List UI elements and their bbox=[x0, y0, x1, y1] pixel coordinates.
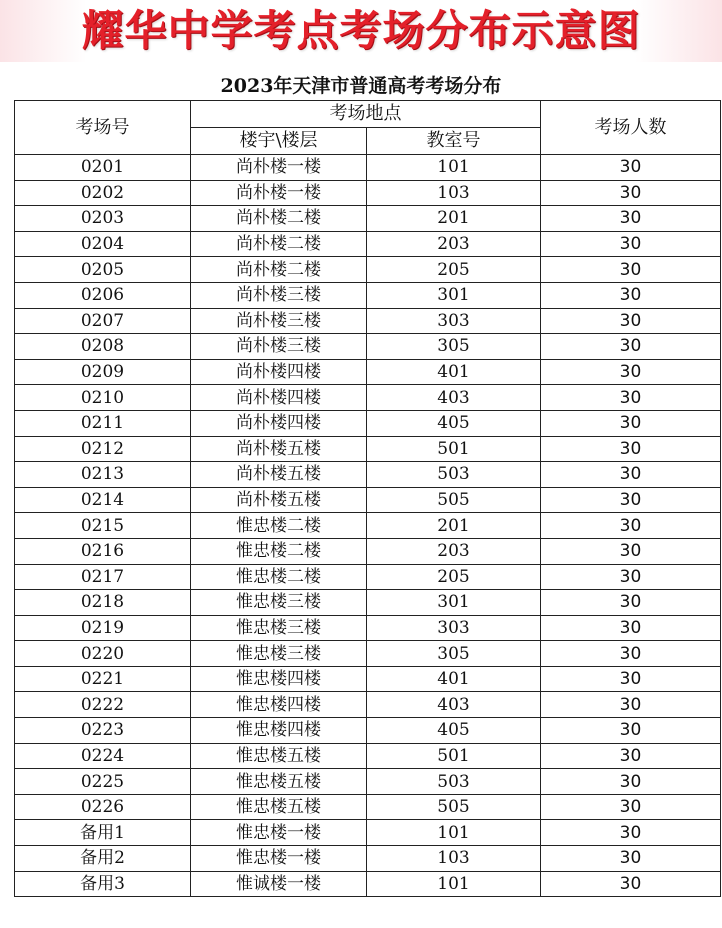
cell-exam-room-no: 0219 bbox=[15, 615, 191, 641]
cell-classroom-no: 303 bbox=[367, 615, 541, 641]
cell-count: 30 bbox=[541, 436, 721, 462]
cell-count: 30 bbox=[541, 692, 721, 718]
cell-classroom-no: 403 bbox=[367, 385, 541, 411]
cell-classroom-no: 303 bbox=[367, 308, 541, 334]
cell-exam-room-no: 0218 bbox=[15, 590, 191, 616]
table-row bbox=[15, 820, 721, 846]
cell-building-floor: 尚朴楼三楼 bbox=[191, 282, 367, 308]
table-row bbox=[15, 615, 721, 641]
cell-count: 30 bbox=[541, 846, 721, 872]
cell-count: 30 bbox=[541, 538, 721, 564]
cell-exam-room-no: 0208 bbox=[15, 334, 191, 360]
cell-count: 30 bbox=[541, 282, 721, 308]
header-count: 考场人数 bbox=[541, 101, 721, 155]
cell-exam-room-no: 0216 bbox=[15, 538, 191, 564]
cell-count: 30 bbox=[541, 794, 721, 820]
page-title: 耀华中学考点考场分布示意图 bbox=[81, 6, 641, 55]
cell-count: 30 bbox=[541, 206, 721, 232]
cell-building-floor: 尚朴楼一楼 bbox=[191, 180, 367, 206]
cell-exam-room-no: 0220 bbox=[15, 641, 191, 667]
table-row bbox=[15, 513, 721, 539]
cell-classroom-no: 405 bbox=[367, 718, 541, 744]
cell-classroom-no: 501 bbox=[367, 743, 541, 769]
cell-classroom-no: 101 bbox=[367, 820, 541, 846]
cell-count: 30 bbox=[541, 769, 721, 795]
table-row bbox=[15, 641, 721, 667]
cell-exam-room-no: 0226 bbox=[15, 794, 191, 820]
cell-classroom-no: 301 bbox=[367, 282, 541, 308]
table-row bbox=[15, 206, 721, 232]
cell-building-floor: 尚朴楼四楼 bbox=[191, 385, 367, 411]
cell-count: 30 bbox=[541, 513, 721, 539]
cell-exam-room-no: 0217 bbox=[15, 564, 191, 590]
cell-count: 30 bbox=[541, 231, 721, 257]
table-row bbox=[15, 666, 721, 692]
table-row bbox=[15, 462, 721, 488]
cell-classroom-no: 103 bbox=[367, 180, 541, 206]
cell-classroom-no: 205 bbox=[367, 257, 541, 283]
table-row bbox=[15, 359, 721, 385]
cell-count: 30 bbox=[541, 385, 721, 411]
cell-exam-room-no: 0209 bbox=[15, 359, 191, 385]
cell-count: 30 bbox=[541, 410, 721, 436]
cell-exam-room-no: 0211 bbox=[15, 410, 191, 436]
table-row bbox=[15, 794, 721, 820]
cell-exam-room-no: 0207 bbox=[15, 308, 191, 334]
cell-exam-room-no: 0201 bbox=[15, 155, 191, 181]
cell-building-floor: 尚朴楼五楼 bbox=[191, 462, 367, 488]
table-body bbox=[15, 155, 721, 897]
cell-classroom-no: 101 bbox=[367, 871, 541, 897]
cell-count: 30 bbox=[541, 155, 721, 181]
cell-exam-room-no: 0225 bbox=[15, 769, 191, 795]
table-row bbox=[15, 257, 721, 283]
cell-exam-room-no: 0213 bbox=[15, 462, 191, 488]
cell-building-floor: 惟忠楼五楼 bbox=[191, 743, 367, 769]
table-row bbox=[15, 282, 721, 308]
table-row bbox=[15, 410, 721, 436]
cell-count: 30 bbox=[541, 615, 721, 641]
cell-count: 30 bbox=[541, 334, 721, 360]
cell-classroom-no: 301 bbox=[367, 590, 541, 616]
cell-count: 30 bbox=[541, 820, 721, 846]
cell-building-floor: 惟忠楼二楼 bbox=[191, 513, 367, 539]
table-row bbox=[15, 538, 721, 564]
cell-exam-room-no: 备用1 bbox=[15, 820, 191, 846]
table-row bbox=[15, 871, 721, 897]
cell-classroom-no: 401 bbox=[367, 666, 541, 692]
cell-building-floor: 尚朴楼二楼 bbox=[191, 231, 367, 257]
cell-building-floor: 惟诚楼一楼 bbox=[191, 871, 367, 897]
table-row bbox=[15, 718, 721, 744]
cell-classroom-no: 305 bbox=[367, 334, 541, 360]
cell-building-floor: 尚朴楼四楼 bbox=[191, 359, 367, 385]
table-row bbox=[15, 308, 721, 334]
table-row bbox=[15, 769, 721, 795]
cell-building-floor: 惟忠楼一楼 bbox=[191, 820, 367, 846]
cell-building-floor: 惟忠楼二楼 bbox=[191, 564, 367, 590]
cell-building-floor: 尚朴楼三楼 bbox=[191, 334, 367, 360]
cell-building-floor: 尚朴楼二楼 bbox=[191, 206, 367, 232]
table-subtitle: 2023年天津市普通高考考场分布 bbox=[220, 75, 502, 97]
cell-classroom-no: 103 bbox=[367, 846, 541, 872]
cell-building-floor: 惟忠楼一楼 bbox=[191, 846, 367, 872]
cell-count: 30 bbox=[541, 743, 721, 769]
cell-classroom-no: 201 bbox=[367, 206, 541, 232]
cell-count: 30 bbox=[541, 718, 721, 744]
cell-building-floor: 尚朴楼五楼 bbox=[191, 436, 367, 462]
cell-classroom-no: 205 bbox=[367, 564, 541, 590]
table-row bbox=[15, 155, 721, 181]
cell-exam-room-no: 0202 bbox=[15, 180, 191, 206]
cell-count: 30 bbox=[541, 641, 721, 667]
cell-building-floor: 惟忠楼四楼 bbox=[191, 692, 367, 718]
cell-count: 30 bbox=[541, 564, 721, 590]
table-row bbox=[15, 692, 721, 718]
cell-count: 30 bbox=[541, 180, 721, 206]
cell-building-floor: 惟忠楼三楼 bbox=[191, 615, 367, 641]
cell-classroom-no: 505 bbox=[367, 487, 541, 513]
cell-count: 30 bbox=[541, 359, 721, 385]
cell-building-floor: 惟忠楼四楼 bbox=[191, 666, 367, 692]
cell-exam-room-no: 0221 bbox=[15, 666, 191, 692]
cell-building-floor: 惟忠楼三楼 bbox=[191, 590, 367, 616]
table-row bbox=[15, 436, 721, 462]
cell-building-floor: 惟忠楼五楼 bbox=[191, 794, 367, 820]
cell-building-floor: 尚朴楼四楼 bbox=[191, 410, 367, 436]
cell-classroom-no: 305 bbox=[367, 641, 541, 667]
cell-classroom-no: 101 bbox=[367, 155, 541, 181]
cell-classroom-no: 401 bbox=[367, 359, 541, 385]
cell-building-floor: 惟忠楼二楼 bbox=[191, 538, 367, 564]
cell-count: 30 bbox=[541, 487, 721, 513]
cell-count: 30 bbox=[541, 308, 721, 334]
cell-exam-room-no: 0224 bbox=[15, 743, 191, 769]
cell-classroom-no: 405 bbox=[367, 410, 541, 436]
cell-exam-room-no: 0210 bbox=[15, 385, 191, 411]
cell-classroom-no: 203 bbox=[367, 231, 541, 257]
cell-classroom-no: 203 bbox=[367, 538, 541, 564]
table-row bbox=[15, 846, 721, 872]
cell-classroom-no: 501 bbox=[367, 436, 541, 462]
exam-room-table bbox=[14, 100, 721, 897]
table-row bbox=[15, 334, 721, 360]
cell-building-floor: 惟忠楼四楼 bbox=[191, 718, 367, 744]
cell-building-floor: 尚朴楼二楼 bbox=[191, 257, 367, 283]
table-row bbox=[15, 743, 721, 769]
cell-building-floor: 尚朴楼五楼 bbox=[191, 487, 367, 513]
cell-classroom-no: 403 bbox=[367, 692, 541, 718]
header-location: 考场地点 bbox=[191, 101, 541, 128]
cell-exam-room-no: 0203 bbox=[15, 206, 191, 232]
cell-count: 30 bbox=[541, 257, 721, 283]
cell-exam-room-no: 0222 bbox=[15, 692, 191, 718]
cell-building-floor: 惟忠楼三楼 bbox=[191, 641, 367, 667]
cell-exam-room-no: 备用3 bbox=[15, 871, 191, 897]
table-row bbox=[15, 590, 721, 616]
cell-building-floor: 尚朴楼三楼 bbox=[191, 308, 367, 334]
header-exam-room-no: 考场号 bbox=[15, 101, 191, 155]
cell-exam-room-no: 0215 bbox=[15, 513, 191, 539]
cell-building-floor: 惟忠楼五楼 bbox=[191, 769, 367, 795]
cell-count: 30 bbox=[541, 462, 721, 488]
cell-classroom-no: 503 bbox=[367, 769, 541, 795]
table-row bbox=[15, 180, 721, 206]
cell-classroom-no: 505 bbox=[367, 794, 541, 820]
cell-exam-room-no: 备用2 bbox=[15, 846, 191, 872]
table-row bbox=[15, 231, 721, 257]
table-row bbox=[15, 385, 721, 411]
cell-classroom-no: 201 bbox=[367, 513, 541, 539]
header-building-floor: 楼宇\楼层 bbox=[191, 128, 367, 155]
header-row-primary bbox=[15, 101, 721, 128]
cell-exam-room-no: 0223 bbox=[15, 718, 191, 744]
cell-count: 30 bbox=[541, 590, 721, 616]
cell-exam-room-no: 0214 bbox=[15, 487, 191, 513]
cell-exam-room-no: 0206 bbox=[15, 282, 191, 308]
cell-exam-room-no: 0204 bbox=[15, 231, 191, 257]
table-row bbox=[15, 564, 721, 590]
cell-exam-room-no: 0205 bbox=[15, 257, 191, 283]
cell-count: 30 bbox=[541, 871, 721, 897]
cell-building-floor: 尚朴楼一楼 bbox=[191, 155, 367, 181]
table-row bbox=[15, 487, 721, 513]
cell-exam-room-no: 0212 bbox=[15, 436, 191, 462]
header-classroom-no: 教室号 bbox=[367, 128, 541, 155]
cell-count: 30 bbox=[541, 666, 721, 692]
cell-classroom-no: 503 bbox=[367, 462, 541, 488]
